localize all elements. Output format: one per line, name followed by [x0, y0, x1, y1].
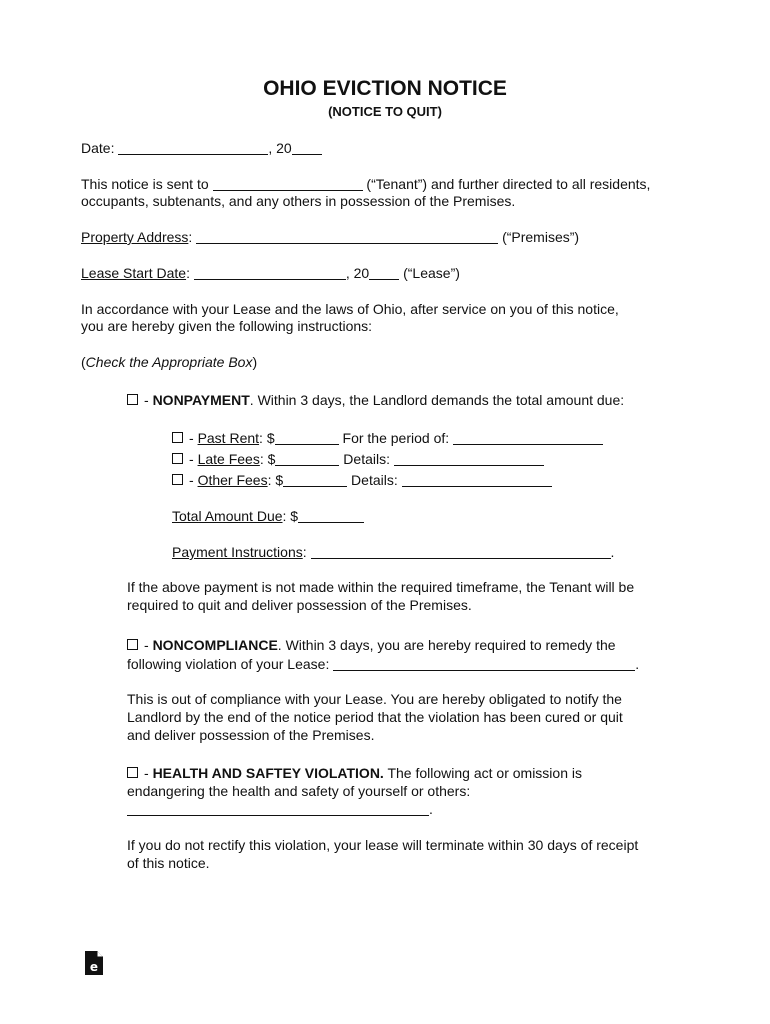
noncompliance-note-3: and deliver possession of the Premises.	[127, 727, 375, 743]
property-address-field[interactable]	[196, 229, 498, 244]
past-rent-dash: -	[189, 430, 198, 446]
violation-period: .	[635, 656, 640, 672]
tenant-line-2: occupants, subtenants, and any others in possession of the Premises.	[81, 193, 516, 209]
health-line-3	[127, 800, 433, 818]
health-dash: -	[144, 765, 153, 781]
health-line-2: endangering the health and safety of yourself or others:	[127, 783, 471, 799]
document-subtitle: (NOTICE TO QUIT)	[328, 104, 442, 119]
total-prefix: : $	[282, 508, 299, 524]
other-fees-amount-field[interactable]	[283, 472, 347, 487]
lease-suffix: (“Lease”)	[403, 265, 460, 281]
payment-instructions-field[interactable]	[311, 544, 611, 559]
late-fees-details-field[interactable]	[394, 451, 544, 466]
past-rent-checkbox[interactable]	[172, 432, 183, 443]
date-year-prefix: , 20	[268, 140, 292, 156]
past-rent-prefix: : $	[259, 430, 275, 446]
intro-line-1: In accordance with your Lease and the laws of Ohio, after service on you of this notice,	[81, 301, 619, 317]
lease-label: Lease Start Date	[81, 265, 187, 281]
health-line	[127, 764, 582, 782]
health-checkbox[interactable]	[127, 767, 138, 778]
payment-instructions-colon: :	[302, 544, 307, 560]
other-fees-line	[172, 471, 552, 489]
property-label: Property Address	[81, 229, 189, 245]
lease-colon: :	[186, 265, 190, 281]
nonpayment-warning-1: If the above payment is not made within the required timeframe, the Tenant will be	[127, 579, 635, 595]
svg-text:e: e	[89, 960, 99, 974]
check-note-text: Check the Appropriate Box	[85, 354, 253, 370]
violation-field[interactable]	[333, 656, 635, 671]
noncompliance-note-1: This is out of compliance with your Lease. You are hereby obligated to notify the	[127, 691, 622, 707]
tenant-name-field[interactable]	[213, 176, 363, 191]
date-label: Date:	[81, 140, 115, 156]
health-note-1: If you do not rectify this violation, your lease will terminate within 30 days of receipt	[127, 837, 639, 853]
tenant-suffix: (“Tenant”) and further directed to all residents,	[362, 176, 651, 192]
health-period: .	[429, 801, 433, 817]
noncompliance-line-2	[127, 655, 639, 673]
lease-line	[81, 264, 460, 282]
noncompliance-line2-text: following violation of your Lease:	[127, 656, 330, 672]
past-rent-label: Past Rent	[197, 430, 260, 446]
check-note-open: (	[81, 354, 86, 370]
document-title: OHIO EVICTION NOTICE	[263, 77, 507, 100]
lease-year-prefix: , 20	[345, 265, 370, 281]
property-line	[81, 228, 579, 246]
other-fees-prefix: : $	[267, 472, 284, 488]
late-fees-line	[172, 450, 544, 468]
tenant-line	[81, 175, 650, 193]
health-violation-field[interactable]	[127, 801, 429, 816]
past-rent-line	[172, 429, 603, 447]
check-note-close: )	[252, 354, 258, 370]
past-rent-detail-label: For the period of:	[338, 430, 450, 446]
intro-line-2: you are hereby given the following instructions:	[81, 318, 373, 334]
late-fees-dash: -	[189, 451, 198, 467]
payment-instructions-period: .	[610, 544, 615, 560]
property-suffix: (“Premises”)	[502, 229, 580, 245]
nonpayment-line	[127, 391, 624, 409]
check-note	[81, 353, 257, 371]
lease-date-field[interactable]	[194, 265, 346, 280]
lease-year-field[interactable]	[369, 265, 399, 280]
late-fees-amount-field[interactable]	[275, 451, 339, 466]
date-field[interactable]	[118, 140, 268, 155]
past-rent-amount-field[interactable]	[275, 430, 339, 445]
other-fees-details-field[interactable]	[402, 472, 552, 487]
health-text: The following act or omission is	[383, 765, 582, 781]
total-label: Total Amount Due	[172, 508, 283, 524]
late-fees-label: Late Fees	[197, 451, 260, 467]
late-fees-checkbox[interactable]	[172, 453, 183, 464]
past-rent-period-field[interactable]	[453, 430, 603, 445]
payment-instructions-label: Payment Instructions	[172, 544, 303, 560]
other-fees-checkbox[interactable]	[172, 474, 183, 485]
tenant-prefix: This notice is sent to	[81, 176, 209, 192]
other-fees-detail-label: Details:	[347, 472, 398, 488]
property-colon: :	[188, 229, 193, 245]
noncompliance-checkbox[interactable]	[127, 639, 138, 650]
health-note-2: of this notice.	[127, 855, 210, 871]
nonpayment-dash: -	[144, 392, 153, 408]
date-line	[81, 139, 322, 157]
date-year-field[interactable]	[292, 140, 322, 155]
nonpayment-text: . Within 3 days, the Landlord demands the total amount due:	[249, 392, 625, 408]
late-fees-prefix: : $	[259, 451, 276, 467]
late-fees-detail-label: Details:	[339, 451, 390, 467]
nonpayment-warning-2: required to quit and deliver possession of the Premises.	[127, 597, 472, 613]
noncompliance-heading: NONCOMPLIANCE	[152, 637, 278, 653]
total-line	[172, 507, 364, 525]
nonpayment-heading: NONPAYMENT	[152, 392, 250, 408]
noncompliance-text: . Within 3 days, you are hereby required to remedy the	[277, 637, 616, 653]
payment-instructions-line	[172, 543, 614, 561]
noncompliance-line	[127, 636, 616, 654]
total-amount-field[interactable]	[298, 508, 364, 523]
other-fees-dash: -	[189, 472, 198, 488]
other-fees-label: Other Fees	[197, 472, 268, 488]
nonpayment-checkbox[interactable]	[127, 394, 138, 405]
noncompliance-note-2: Landlord by the end of the notice period that the violation has been cured or quit	[127, 709, 623, 725]
health-heading: HEALTH AND SAFTEY VIOLATION.	[152, 765, 384, 781]
noncompliance-dash: -	[144, 637, 153, 653]
eforms-logo-icon	[84, 950, 104, 976]
